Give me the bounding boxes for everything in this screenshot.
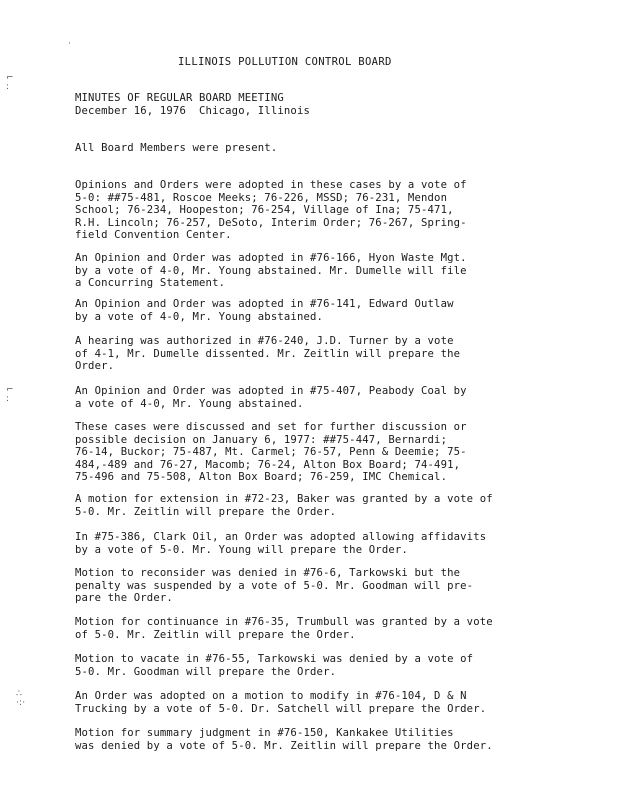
paragraph-line: of 5-0. Mr. Zeitlin will prepare the Order. [75,628,356,641]
paragraph-line: by a vote of 4-0, Mr. Young abstained. Mr. Dumelle will file [75,264,467,277]
heading-line: MINUTES OF REGULAR BOARD MEETING [75,92,284,104]
paragraph-line: R.H. Lincoln; 76-257, DeSoto, Interim Order; 76-267, Spring- [75,216,467,229]
paragraph-line: 5-0: ##75-481, Roscoe Meeks; 76-226, MSSD; 76-231, Mendon [75,191,448,204]
paragraph-line: School; 76-234, Hoopeston; 76-254, Village of Ina; 75-471, [75,204,454,217]
minutes-paragraph [75,690,545,715]
scan-speck: ⌐ : [6,385,14,404]
paragraph-line: was denied by a vote of 5-0. Mr. Zeitlin will prepare the Order. [75,739,493,752]
minutes-paragraph [75,252,545,290]
paragraph-line: 76-14, Buckor; 75-487, Mt. Carmel; 76-57, Penn & Deemie; 75- [75,446,467,459]
scan-speck: · [68,39,72,49]
paragraph-line: In #75-386, Clark Oil, an Order was adopted allowing affidavits [75,531,487,543]
paragraph-line: by a vote of 5-0. Mr. Young will prepare the Order. [75,543,408,556]
minutes-paragraph [75,653,545,678]
paragraph-line: An Opinion and Order was adopted in #76-166, Hyon Waste Mgt. [75,252,467,264]
minutes-paragraph [75,421,545,484]
paragraph-line: Order. [75,360,115,373]
paragraph-line: These cases were discussed and set for further discussion or [75,421,467,433]
paragraph-line: a vote of 4-0, Mr. Young abstained. [75,397,304,410]
scan-speck: ∴ ·:· [16,689,26,708]
paragraph-line: pare the Order. [75,592,173,605]
paragraph-line: 5-0. Mr. Zeitlin will prepare the Order. [75,505,337,518]
minutes-paragraph [75,298,545,323]
paragraph-line: Motion to reconsider was denied in #76-6, Tarkowski but the [75,567,461,579]
minutes-paragraph [75,142,545,155]
paragraph-line: field Convention Center. [75,229,232,242]
paragraph-line: possible decision on January 6, 1977: ##75-447, Bernardi; [75,433,448,446]
paragraph-line: Motion for continuance in #76-35, Trumbull was granted by a vote [75,616,493,628]
paragraph-line: penalty was suspended by a vote of 5-0. Mr. Goodman will pre- [75,579,474,592]
document-title: ILLINOIS POLLUTION CONTROL BOARD [178,56,392,68]
minutes-paragraph [75,385,545,410]
paragraph-line: of 4-1, Mr. Dumelle dissented. Mr. Zeitlin will prepare the [75,347,461,360]
paragraph-line: All Board Members were present. [75,142,278,154]
minutes-paragraph [75,335,545,373]
paragraph-line: by a vote of 4-0, Mr. Young abstained. [75,310,324,323]
paragraph-line: Motion to vacate in #76-55, Tarkowski was denied by a vote of [75,653,474,665]
paragraph-line: Trucking by a vote of 5-0. Dr. Satchell will prepare the Order. [75,702,487,715]
paragraph-line: Opinions and Orders were adopted in these cases by a vote of [75,179,467,191]
scan-speck: ⌐ : [6,73,14,92]
paragraph-line: 484,-489 and 76-27, Macomb; 76-24, Alton Box Board; 74-491, [75,458,461,471]
minutes-paragraph [75,531,545,556]
minutes-paragraph [75,493,545,518]
minutes-paragraph [75,616,545,641]
paragraph-line: An Opinion and Order was adopted in #75-407, Peabody Coal by [75,385,467,397]
paragraph-line: An Order was adopted on a motion to modify in #76-104, D & N [75,690,467,702]
minutes-paragraph [75,727,545,752]
minutes-heading [75,92,310,117]
paragraph-line: 5-0. Mr. Goodman will prepare the Order. [75,665,337,678]
minutes-paragraph [75,179,545,242]
paragraph-line: A hearing was authorized in #76-240, J.D. Turner by a vote [75,335,454,347]
heading-line: December 16, 1976 Chicago, Illinois [75,104,311,117]
paragraph-line: A motion for extension in #72-23, Baker was granted by a vote of [75,493,493,505]
paragraph-line: An Opinion and Order was adopted in #76-141, Edward Outlaw [75,298,454,310]
paragraph-line: a Concurring Statement. [75,277,226,290]
minutes-paragraph [75,567,545,605]
paragraph-line: Motion for summary judgment in #76-150, Kankakee Utilities [75,727,454,739]
paragraph-line: 75-496 and 75-508, Alton Box Board; 76-259, IMC Chemical. [75,471,448,484]
